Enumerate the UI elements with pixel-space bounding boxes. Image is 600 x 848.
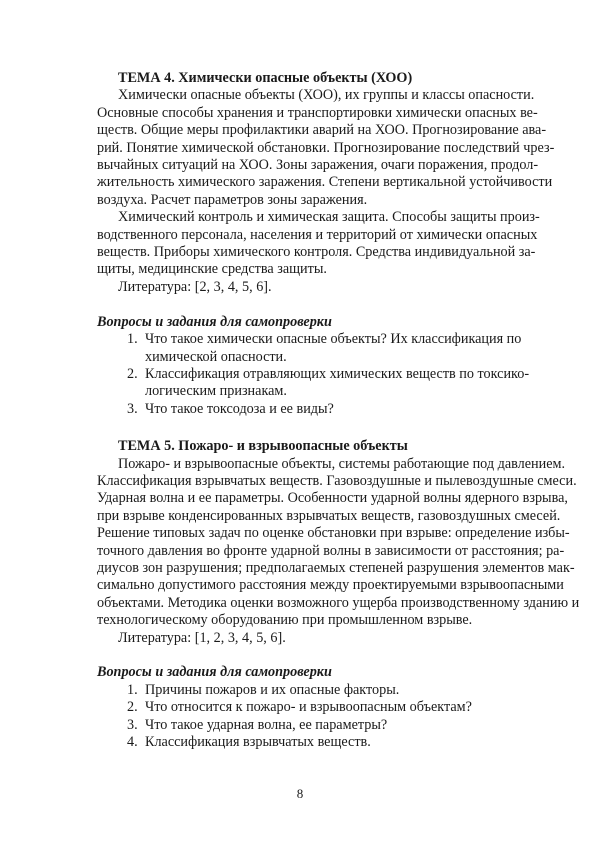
section-5 bbox=[97, 438, 580, 751]
question-line: Классификация взрывчатых веществ. bbox=[145, 734, 371, 751]
paragraph-line: точного давления во фронте ударной волны в зависимости от расстояния; ра- bbox=[97, 542, 565, 559]
question-line: Что такое ударная волна, ее параметры? bbox=[145, 716, 388, 733]
paragraph-line: воздуха. Расчет параметров зоны заражения. bbox=[97, 191, 368, 208]
paragraph-line: вычайных ситуаций на ХОО. Зоны заражения, очаги поражения, продол- bbox=[97, 157, 539, 174]
paragraph-line: объектами. Методика оценки возможного ущерба производственному зданию и bbox=[97, 594, 580, 611]
literature-reference: Литература: [2, 3, 4, 5, 6]. bbox=[118, 278, 272, 295]
paragraph-line: Решение типовых задач по оценке обстановки при взрыве: определение избы- bbox=[97, 525, 570, 542]
question-number: 4. bbox=[127, 734, 138, 751]
question-text bbox=[145, 331, 521, 366]
question-number: 3. bbox=[127, 400, 138, 417]
section-4 bbox=[97, 70, 555, 418]
paragraph-line: симально допустимого расстояния между проектируемыми взрывоопасными bbox=[97, 577, 564, 594]
question-text bbox=[145, 401, 513, 418]
paragraph-line: Химический контроль и химическая защита. Способы защиты произ- bbox=[118, 209, 540, 226]
question-text bbox=[145, 366, 529, 401]
question-item bbox=[97, 734, 513, 751]
paragraph-line: веществ. Приборы химического контроля. Средства индивидуальной за- bbox=[97, 244, 536, 261]
page-number: 8 bbox=[296, 786, 304, 801]
question-item bbox=[97, 401, 513, 418]
question-text bbox=[145, 734, 513, 751]
paragraph-line: рий. Понятие химической обстановки. Прогнозирование последствий чрез- bbox=[97, 139, 555, 156]
question-number: 2. bbox=[127, 699, 138, 716]
question-item bbox=[97, 717, 513, 734]
paragraph-line: Ударная волна и ее параметры. Особенности ударной волны ядерного взрыва, bbox=[97, 490, 568, 507]
section-title: ТЕМА 4. Химически опасные объекты (ХОО) bbox=[118, 70, 413, 86]
paragraph-line: щиты, медицинские средства защиты. bbox=[97, 261, 327, 278]
question-line: Что такое токсодоза и ее виды? bbox=[145, 400, 334, 417]
question-number: 1. bbox=[127, 681, 138, 698]
question-item bbox=[97, 365, 530, 401]
question-item bbox=[97, 699, 513, 716]
question-number: 1. bbox=[127, 331, 138, 348]
question-line: Что такое химически опасные объекты? Их классификация по bbox=[145, 331, 522, 348]
literature-reference: Литература: [1, 2, 3, 4, 5, 6]. bbox=[118, 629, 286, 646]
blank-line bbox=[97, 647, 513, 664]
question-text bbox=[145, 717, 513, 734]
paragraph-line: водственного персонала, населения и территорий от химически опасных bbox=[97, 226, 538, 243]
paragraph-line: Основные способы хранения и транспортировки химически опасных ве- bbox=[97, 104, 538, 121]
question-item bbox=[97, 331, 522, 366]
paragraph-line: при взрыве конденсированных взрывчатых веществ, газовоздушных смесей. bbox=[97, 507, 561, 524]
paragraph-line: ществ. Общие меры профилактики аварий на ХОО. Прогнозирование ава- bbox=[97, 122, 547, 139]
page-body bbox=[97, 70, 580, 751]
paragraph-line: Химически опасные объекты (ХОО), их группы и классы опасности. bbox=[118, 87, 535, 104]
questions-heading: Вопросы и задания для самопроверки bbox=[97, 313, 332, 330]
question-text bbox=[145, 682, 513, 699]
question-line: логическим признакам. bbox=[145, 383, 287, 400]
question-line: Классификация отравляющих химических веществ по токсико- bbox=[145, 365, 530, 382]
paragraph-line: технологическому оборудованию при промышленном взрыве. bbox=[97, 612, 473, 629]
questions-heading: Вопросы и задания для самопроверки bbox=[97, 664, 332, 681]
question-number: 3. bbox=[127, 716, 138, 733]
question-line: химической опасности. bbox=[145, 348, 287, 365]
question-line: Что относится к пожаро- и взрывоопасным объектам? bbox=[145, 699, 472, 716]
section-title: ТЕМА 5. Пожаро- и взрывоопасные объекты bbox=[118, 438, 408, 455]
blank-line bbox=[97, 296, 513, 313]
question-number: 2. bbox=[127, 365, 138, 382]
paragraph-line: жительность химического заражения. Степени вертикальной устойчивости bbox=[97, 174, 553, 191]
paragraph-line: диусов зон разрушения; предполагаемых степеней разрушения элементов мак- bbox=[97, 559, 575, 576]
question-text bbox=[145, 699, 513, 716]
paragraph-line: Пожаро- и взрывоопасные объекты, системы работающие под давлением. bbox=[118, 455, 566, 472]
question-item bbox=[97, 682, 513, 699]
question-line: Причины пожаров и их опасные факторы. bbox=[145, 681, 400, 698]
paragraph-line: Классификация взрывчатых веществ. Газовоздушные и пылевоздушные смеси. bbox=[97, 472, 577, 489]
